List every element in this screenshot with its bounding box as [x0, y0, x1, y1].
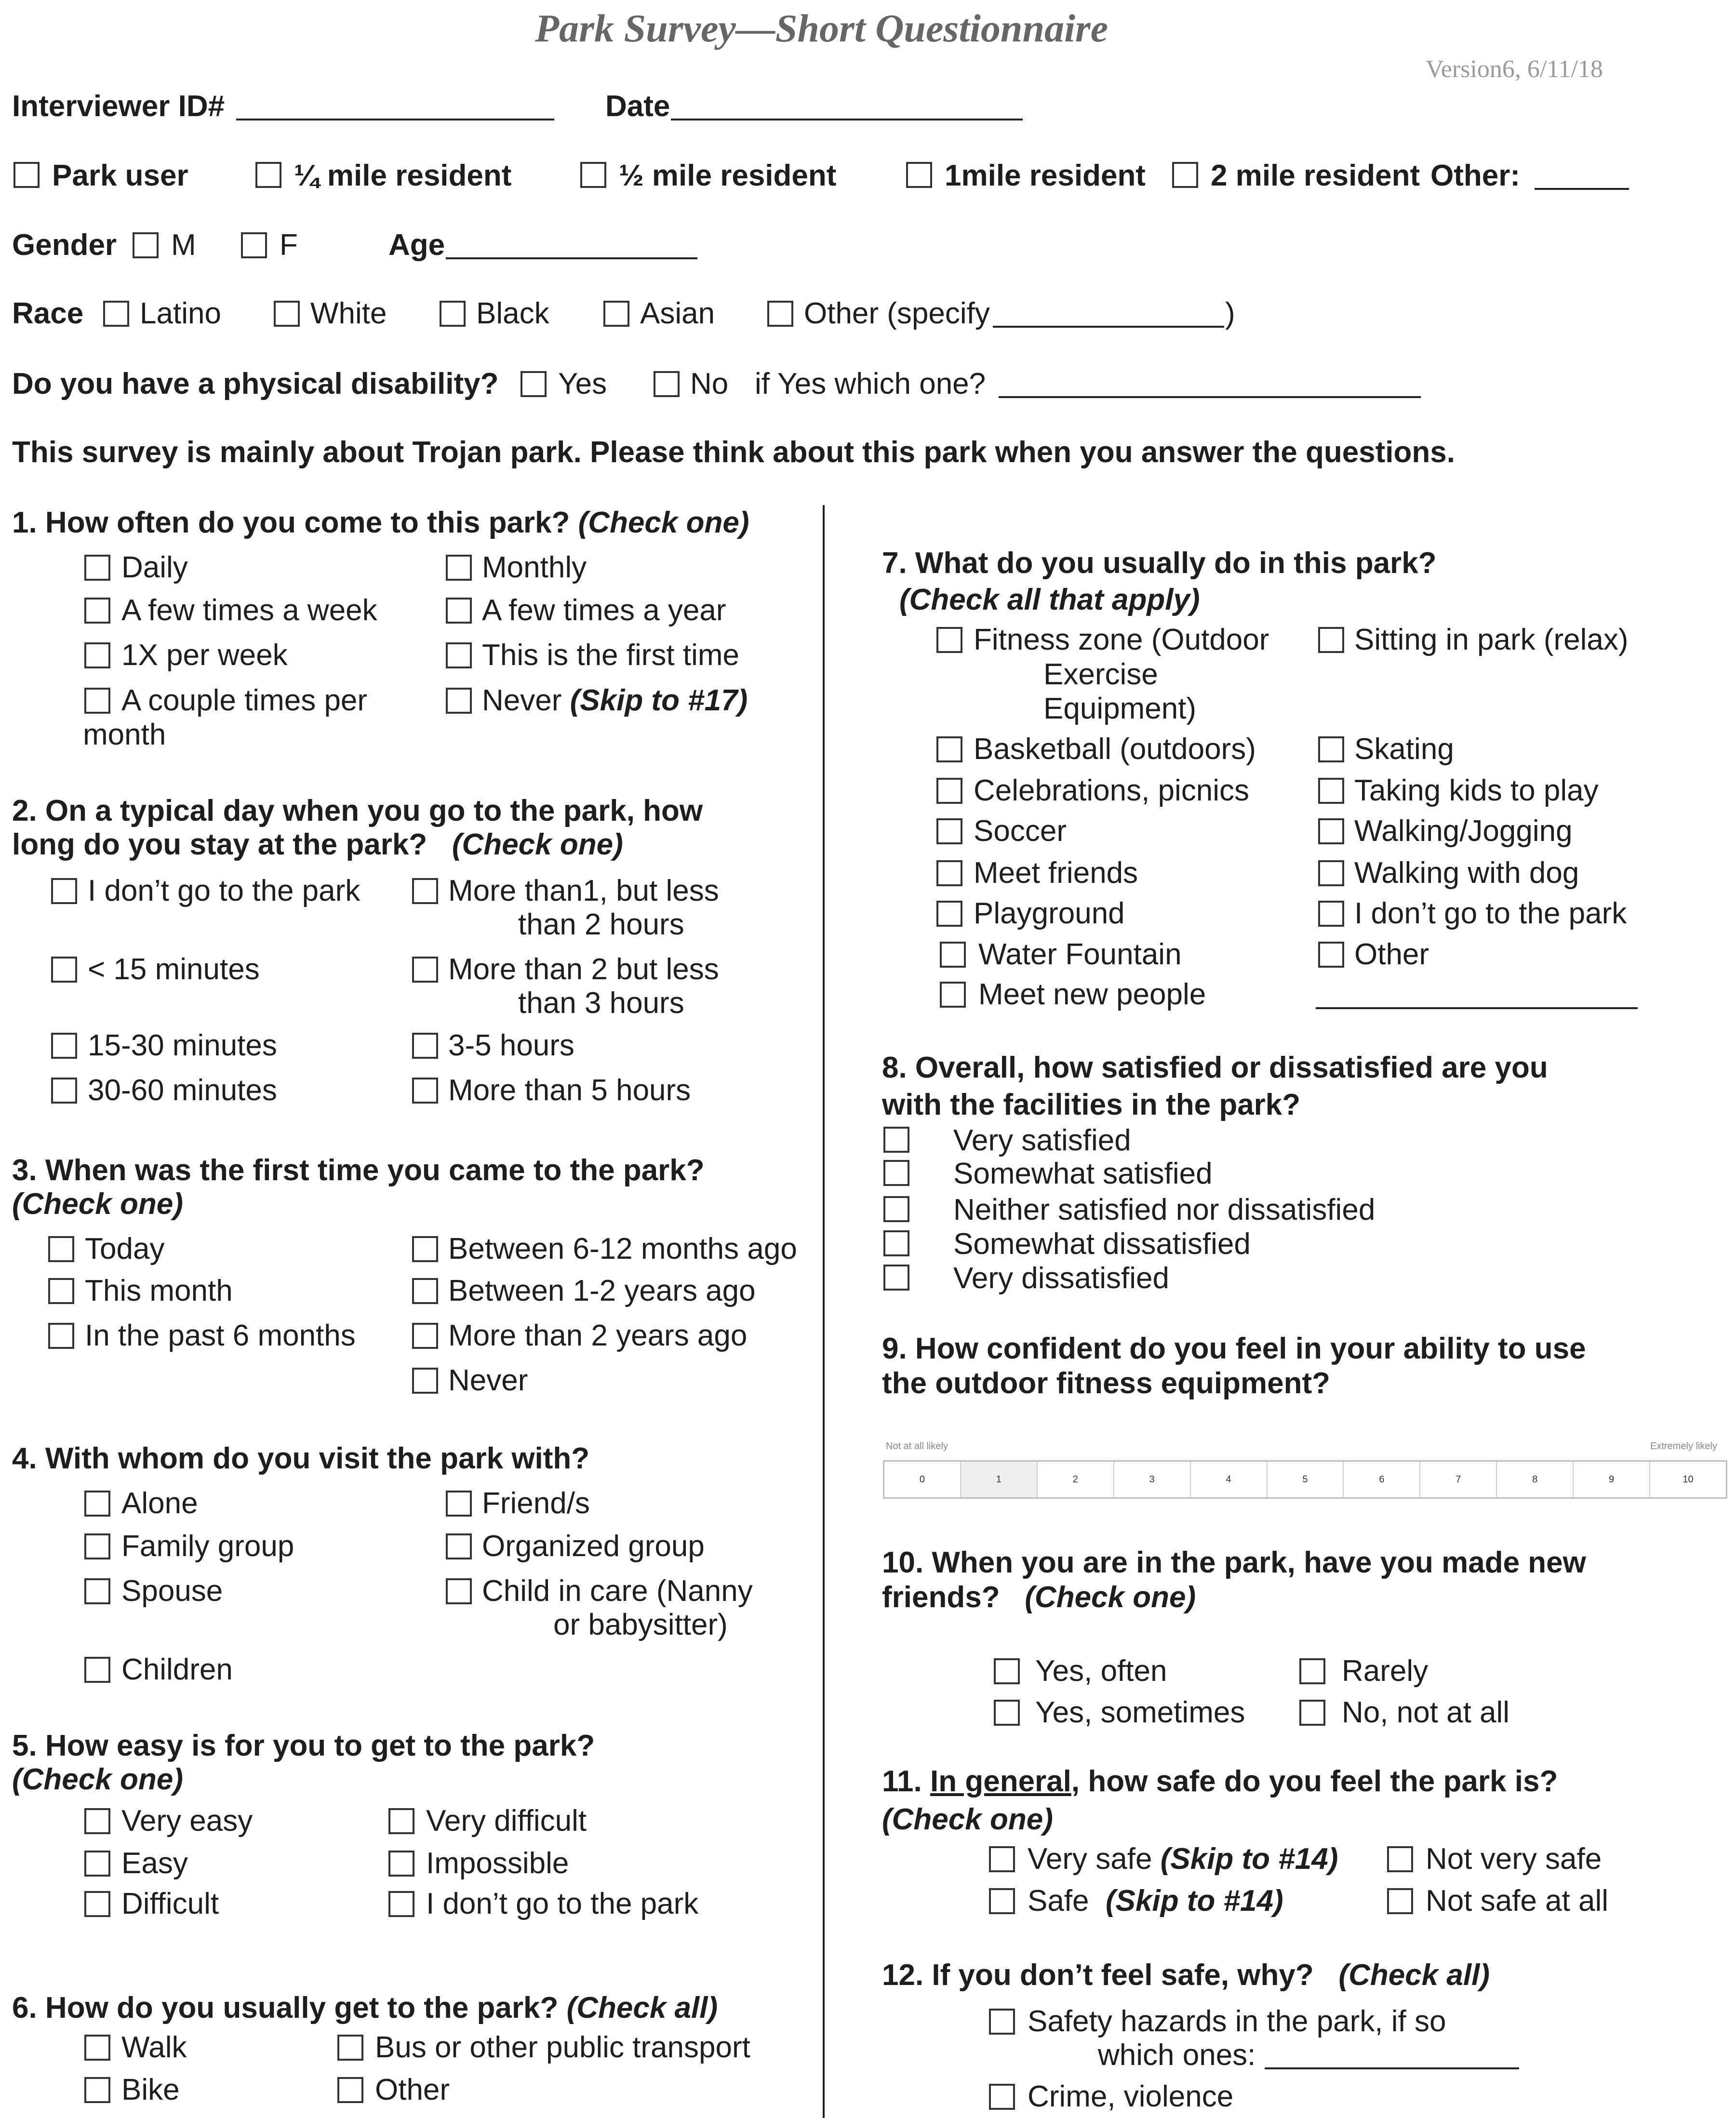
q11-question: 11. In general, how safe do you feel the park is? [882, 1765, 1558, 1798]
q3-gt2-checkbox[interactable] [412, 1323, 438, 1349]
q8-somewhat-dissatisfied-label: Somewhat dissatisfied [953, 1227, 1251, 1261]
q12-hazards-field[interactable] [1265, 2067, 1519, 2069]
q7-fitness-label-2: Exercise [1043, 658, 1158, 691]
q4-organized-checkbox[interactable] [446, 1533, 472, 1559]
interviewer-id-label: Interviewer ID# [12, 90, 225, 123]
q9-scale-10[interactable]: 10 [1683, 1474, 1694, 1485]
interviewer-id-field[interactable] [236, 119, 554, 120]
q1-monthly-label: Monthly [482, 551, 587, 584]
q6-bike-checkbox[interactable] [84, 2077, 110, 2103]
q7-playground-checkbox[interactable] [936, 901, 962, 927]
q2-lt15-label: < 15 minutes [88, 953, 260, 986]
q4-family-checkbox[interactable] [84, 1533, 110, 1559]
half-mile-checkbox[interactable] [580, 162, 606, 188]
disability-which-field[interactable] [999, 396, 1421, 398]
q9-scale-0[interactable]: 0 [884, 1462, 961, 1497]
q4-alone-label: Alone [121, 1487, 198, 1520]
q4-friends-label: Friend/s [482, 1487, 590, 1520]
gender-label: Gender [12, 228, 117, 262]
q6-other-label: Other [375, 2073, 450, 2106]
disability-question: Do you have a physical disability? [12, 367, 499, 400]
q2-more2-label-cont: than 3 hours [518, 986, 684, 1020]
q4-organized-label: Organized group [482, 1530, 705, 1563]
q7-note: (Check all that apply) [899, 583, 1200, 616]
q5-very-easy-checkbox[interactable] [84, 1808, 110, 1834]
race-asian-label: Asian [640, 297, 715, 330]
race-other-label: Other (specify [804, 297, 990, 330]
residence-other-label: Other: [1430, 159, 1520, 192]
q10-question-line1: 10. When you are in the park, have you made new [882, 1546, 1586, 1579]
q9-rating-scale [883, 1460, 1727, 1499]
age-field[interactable] [446, 257, 697, 259]
q3-this-month-label: This month [85, 1274, 233, 1307]
q11-safe-checkbox[interactable] [989, 1888, 1015, 1914]
q2-gt5-checkbox[interactable] [412, 1078, 438, 1104]
q3-today-label: Today [85, 1232, 165, 1265]
q1-couple-label: A couple times per [121, 684, 368, 717]
q11-not-very-safe-checkbox[interactable] [1387, 1846, 1413, 1872]
q2-question-line1: 2. On a typical day when you go to the park, how [12, 794, 703, 827]
q7-walking-label: Walking/Jogging [1354, 814, 1573, 848]
q12-question: 12. If you don’t feel safe, why? (Check all) [882, 1958, 1490, 1992]
gender-f-label: F [280, 228, 298, 262]
q10-often-label: Yes, often [1035, 1654, 1167, 1688]
race-other-checkbox[interactable] [767, 301, 793, 327]
q3-never-checkbox[interactable] [412, 1368, 438, 1394]
q9-scale-6[interactable]: 6 [1344, 1462, 1420, 1497]
q2-lt15-checkbox[interactable] [51, 957, 77, 983]
q3-gt2-label: More than 2 years ago [448, 1319, 748, 1352]
race-white-label: White [310, 297, 387, 330]
q9-scale-5[interactable]: 5 [1268, 1462, 1344, 1497]
q7-fountain-checkbox[interactable] [940, 942, 966, 968]
q8-very-dissatisfied-label: Very dissatisfied [953, 1262, 1169, 1295]
q9-scale-high-label: Extremely likely [1650, 1441, 1717, 1452]
q9-question-line1: 9. How confident do you feel in your ability to use [882, 1332, 1586, 1365]
q5-dont-go-label: I don’t go to the park [426, 1887, 699, 1920]
q5-difficult-label: Difficult [121, 1887, 219, 1920]
q4-alone-checkbox[interactable] [84, 1491, 110, 1517]
q2-more2-label: More than 2 but less [448, 953, 719, 986]
race-white-checkbox[interactable] [274, 301, 300, 327]
q4-child-care-checkbox[interactable] [446, 1578, 472, 1604]
q7-basketball-label: Basketball (outdoors) [974, 733, 1256, 766]
q5-easy-label: Easy [121, 1847, 188, 1880]
q7-question: 7. What do you usually do in this park? [882, 546, 1437, 580]
q1-couple-label-cont: month [83, 718, 166, 751]
q3-1-2-label: Between 1-2 years ago [448, 1274, 756, 1307]
race-black-label: Black [476, 297, 549, 330]
two-mile-label: 2 mile resident [1211, 159, 1420, 192]
two-mile-checkbox[interactable] [1172, 162, 1198, 188]
disability-no-checkbox[interactable] [654, 371, 680, 397]
q9-question-line2: the outdoor fitness equipment? [882, 1367, 1330, 1400]
q10-question-line2: friends? (Check one) [882, 1581, 1196, 1614]
q3-6-12-checkbox[interactable] [412, 1236, 438, 1262]
q8-very-dissatisfied-checkbox[interactable] [883, 1265, 909, 1291]
one-mile-label: 1mile resident [945, 159, 1146, 192]
q7-other-field[interactable] [1316, 1007, 1638, 1009]
q1-few-year-label: A few times a year [482, 594, 726, 627]
q5-very-easy-label: Very easy [121, 1804, 253, 1838]
q7-other-checkbox[interactable] [1318, 942, 1344, 968]
race-other-field[interactable] [993, 326, 1224, 328]
race-other-close: ) [1225, 297, 1235, 330]
race-latino-checkbox[interactable] [103, 301, 129, 327]
q5-dont-go-checkbox[interactable] [388, 1891, 414, 1917]
q5-difficult-checkbox[interactable] [84, 1891, 110, 1917]
q3-this-month-checkbox[interactable] [48, 1278, 74, 1304]
q5-note: (Check one) [12, 1763, 183, 1796]
q4-family-label: Family group [121, 1530, 294, 1563]
residence-other-field[interactable] [1535, 188, 1629, 190]
q3-note: (Check one) [12, 1187, 183, 1221]
half-mile-label: ½ mile resident [619, 159, 837, 192]
q8-neither-checkbox[interactable] [883, 1196, 909, 1222]
gender-m-checkbox[interactable] [133, 232, 159, 258]
q4-spouse-checkbox[interactable] [84, 1578, 110, 1604]
quarter-mile-checkbox[interactable] [255, 162, 281, 188]
q5-very-difficult-label: Very difficult [426, 1804, 587, 1838]
q10-not-at-all-label: No, not at all [1342, 1696, 1510, 1729]
q7-celebrations-checkbox[interactable] [936, 778, 962, 804]
disability-no-label: No [690, 367, 729, 400]
q4-child-care-label: Child in care (Nanny [482, 1574, 753, 1608]
q6-other-checkbox[interactable] [337, 2077, 363, 2103]
q7-meet-new-label: Meet new people [978, 978, 1206, 1011]
q5-very-difficult-checkbox[interactable] [388, 1808, 414, 1834]
q1-first-time-label: This is the first time [482, 639, 739, 672]
q7-fitness-checkbox[interactable] [936, 627, 962, 653]
q8-somewhat-satisfied-checkbox[interactable] [883, 1160, 909, 1186]
q8-somewhat-satisfied-label: Somewhat satisfied [953, 1157, 1213, 1190]
date-field[interactable] [671, 119, 1023, 120]
survey-title: Park Survey—Short Questionnaire [535, 6, 1108, 50]
q2-more1-checkbox[interactable] [412, 878, 438, 904]
q2-more2-checkbox[interactable] [412, 957, 438, 983]
q7-skating-checkbox[interactable] [1318, 736, 1344, 762]
q7-skating-label: Skating [1354, 733, 1454, 766]
q3-never-label: Never [448, 1364, 528, 1397]
q7-dog-label: Walking with dog [1354, 856, 1579, 890]
q8-very-satisfied-checkbox[interactable] [883, 1127, 909, 1153]
park-user-label: Park user [52, 159, 188, 192]
q9-scale-2[interactable]: 2 [1038, 1462, 1114, 1497]
one-mile-checkbox[interactable] [906, 162, 932, 188]
q9-scale-4[interactable]: 4 [1191, 1462, 1268, 1497]
q1-few-week-checkbox[interactable] [84, 598, 110, 624]
q6-bike-label: Bike [121, 2073, 180, 2106]
q2-dont-go-label: I don’t go to the park [88, 874, 361, 907]
q7-walking-checkbox[interactable] [1318, 818, 1344, 844]
q1-monthly-checkbox[interactable] [446, 555, 472, 581]
q11-safe-label: Safe (Skip to #14) [1028, 1884, 1283, 1918]
q10-not-at-all-checkbox[interactable] [1299, 1700, 1325, 1726]
q2-gt5-label: More than 5 hours [448, 1074, 691, 1107]
q2-3-5-label: 3-5 hours [448, 1029, 574, 1062]
disability-yes-label: Yes [558, 367, 607, 400]
q2-more1-label-cont: than 2 hours [518, 908, 684, 941]
q3-today-checkbox[interactable] [48, 1236, 74, 1262]
q7-fitness-label: Fitness zone (Outdoor [974, 623, 1269, 656]
q3-1-2-checkbox[interactable] [412, 1278, 438, 1304]
q7-kids-checkbox[interactable] [1318, 778, 1344, 804]
q5-impossible-checkbox[interactable] [388, 1851, 414, 1877]
q6-walk-checkbox[interactable] [84, 2035, 110, 2061]
disability-yes-checkbox[interactable] [521, 371, 547, 397]
q4-friends-checkbox[interactable] [446, 1491, 472, 1517]
q2-dont-go-checkbox[interactable] [51, 878, 77, 904]
column-divider [823, 505, 825, 2118]
age-label: Age [388, 228, 445, 262]
q12-hazards-label: Safety hazards in the park, if so [1028, 2005, 1446, 2038]
q4-child-care-label-cont: or babysitter) [553, 1608, 728, 1641]
race-black-checkbox[interactable] [440, 301, 466, 327]
q7-fountain-label: Water Fountain [978, 938, 1182, 971]
q8-neither-label: Neither satisfied nor dissatisfied [953, 1193, 1375, 1226]
park-user-checkbox[interactable] [13, 162, 40, 188]
q9-scale-9[interactable]: 9 [1574, 1462, 1650, 1497]
q7-meet-friends-checkbox[interactable] [936, 860, 962, 886]
q7-dont-go-checkbox[interactable] [1318, 901, 1344, 927]
date-label: Date [605, 90, 670, 123]
q2-15-30-label: 15-30 minutes [88, 1029, 277, 1062]
q2-30-60-label: 30-60 minutes [88, 1074, 277, 1107]
gender-f-checkbox[interactable] [241, 232, 267, 258]
race-asian-checkbox[interactable] [603, 301, 629, 327]
q10-rarely-label: Rarely [1342, 1654, 1429, 1688]
q7-fitness-label-3: Equipment) [1043, 692, 1197, 725]
q10-sometimes-checkbox[interactable] [994, 1700, 1020, 1726]
q7-soccer-label: Soccer [974, 814, 1067, 848]
q4-question: 4. With whom do you visit the park with? [12, 1442, 590, 1475]
q2-15-30-checkbox[interactable] [51, 1033, 77, 1059]
q1-once-week-label: 1X per week [121, 639, 288, 672]
race-latino-label: Latino [140, 297, 221, 330]
q8-question-line1: 8. Overall, how satisfied or dissatisfied are you [882, 1051, 1548, 1084]
q4-children-label: Children [121, 1653, 233, 1686]
q1-never-checkbox[interactable] [446, 688, 472, 714]
q7-kids-label: Taking kids to play [1354, 774, 1599, 807]
disability-which-label: if Yes which one? [755, 367, 986, 400]
q5-impossible-label: Impossible [426, 1847, 569, 1880]
q1-first-time-checkbox[interactable] [446, 642, 472, 668]
race-label: Race [12, 297, 84, 330]
q11-very-safe-label: Very safe (Skip to #14) [1028, 1842, 1338, 1876]
q10-rarely-checkbox[interactable] [1299, 1658, 1325, 1684]
q1-daily-label: Daily [121, 551, 188, 584]
q2-more1-label: More than1, but less [448, 874, 719, 907]
q7-sitting-checkbox[interactable] [1318, 627, 1344, 653]
q3-past6-label: In the past 6 months [85, 1319, 356, 1352]
q7-dog-checkbox[interactable] [1318, 860, 1344, 886]
q7-meet-friends-label: Meet friends [974, 856, 1138, 890]
q4-children-checkbox[interactable] [84, 1657, 110, 1683]
q11-not-safe-label: Not safe at all [1426, 1884, 1609, 1918]
q4-spouse-label: Spouse [121, 1574, 223, 1608]
q2-3-5-checkbox[interactable] [412, 1033, 438, 1059]
q1-few-week-label: A few times a week [121, 594, 377, 627]
q8-somewhat-dissatisfied-checkbox[interactable] [883, 1230, 909, 1256]
q12-hazards-label-cont: which ones: [1098, 2038, 1256, 2072]
q11-very-safe-checkbox[interactable] [989, 1846, 1015, 1872]
q1-never-label: Never (Skip to #17) [482, 684, 748, 717]
q11-not-very-safe-label: Not very safe [1426, 1842, 1602, 1876]
q10-often-checkbox[interactable] [994, 1658, 1020, 1684]
q2-30-60-checkbox[interactable] [51, 1078, 77, 1104]
q6-question: 6. How do you usually get to the park? (Check all) [12, 1991, 718, 2025]
q7-other-label: Other [1354, 938, 1429, 971]
q3-6-12-label: Between 6-12 months ago [448, 1232, 797, 1265]
q5-easy-checkbox[interactable] [84, 1851, 110, 1877]
q7-soccer-checkbox[interactable] [936, 818, 962, 844]
q10-sometimes-label: Yes, sometimes [1035, 1696, 1245, 1729]
q1-couple-month-checkbox[interactable] [84, 688, 110, 714]
q8-question-line2: with the facilities in the park? [882, 1088, 1301, 1121]
q1-question: 1. How often do you come to this park? (Check one) [12, 506, 749, 539]
q9-scale-1[interactable]: 1 [961, 1462, 1038, 1497]
q6-bus-label: Bus or other public transport [375, 2031, 750, 2064]
q7-dont-go-label: I don’t go to the park [1354, 897, 1627, 930]
q11-not-safe-checkbox[interactable] [1387, 1888, 1413, 1914]
q12-hazards-checkbox[interactable] [989, 2009, 1015, 2035]
q7-basketball-checkbox[interactable] [936, 736, 962, 762]
q9-scale-8[interactable]: 8 [1497, 1462, 1574, 1497]
q11-note: (Check one) [882, 1803, 1053, 1836]
q6-bus-checkbox[interactable] [337, 2035, 363, 2061]
gender-m-label: M [171, 228, 196, 262]
q9-scale-low-label: Not at all likely [886, 1441, 948, 1452]
q12-crime-label: Crime, violence [1028, 2080, 1234, 2113]
intro-text: This survey is mainly about Trojan park. Please think about this park when you answer the questions. [12, 436, 1455, 469]
q3-past6-checkbox[interactable] [48, 1323, 74, 1349]
quarter-mile-label: ¼ mile resident [294, 159, 512, 192]
q7-sitting-label: Sitting in park (relax) [1354, 623, 1629, 656]
q7-playground-label: Playground [974, 897, 1125, 930]
q9-scale-7[interactable]: 7 [1420, 1462, 1497, 1497]
q12-crime-checkbox[interactable] [989, 2084, 1015, 2110]
q9-scale-3[interactable]: 3 [1114, 1462, 1191, 1497]
q7-meet-new-checkbox[interactable] [940, 982, 966, 1008]
q8-very-satisfied-label: Very satisfied [953, 1124, 1131, 1157]
q1-few-year-checkbox[interactable] [446, 598, 472, 624]
q6-walk-label: Walk [121, 2031, 187, 2064]
q5-question: 5. How easy is for you to get to the park? [12, 1729, 595, 1762]
q2-question-line2: long do you stay at the park? (Check one) [12, 828, 623, 861]
q7-celebrations-label: Celebrations, picnics [974, 774, 1250, 807]
q3-question: 3. When was the first time you came to the park? [12, 1154, 705, 1187]
q1-daily-checkbox[interactable] [84, 555, 110, 581]
q1-once-week-checkbox[interactable] [84, 642, 110, 668]
version-label: Version6, 6/11/18 [1426, 55, 1603, 83]
